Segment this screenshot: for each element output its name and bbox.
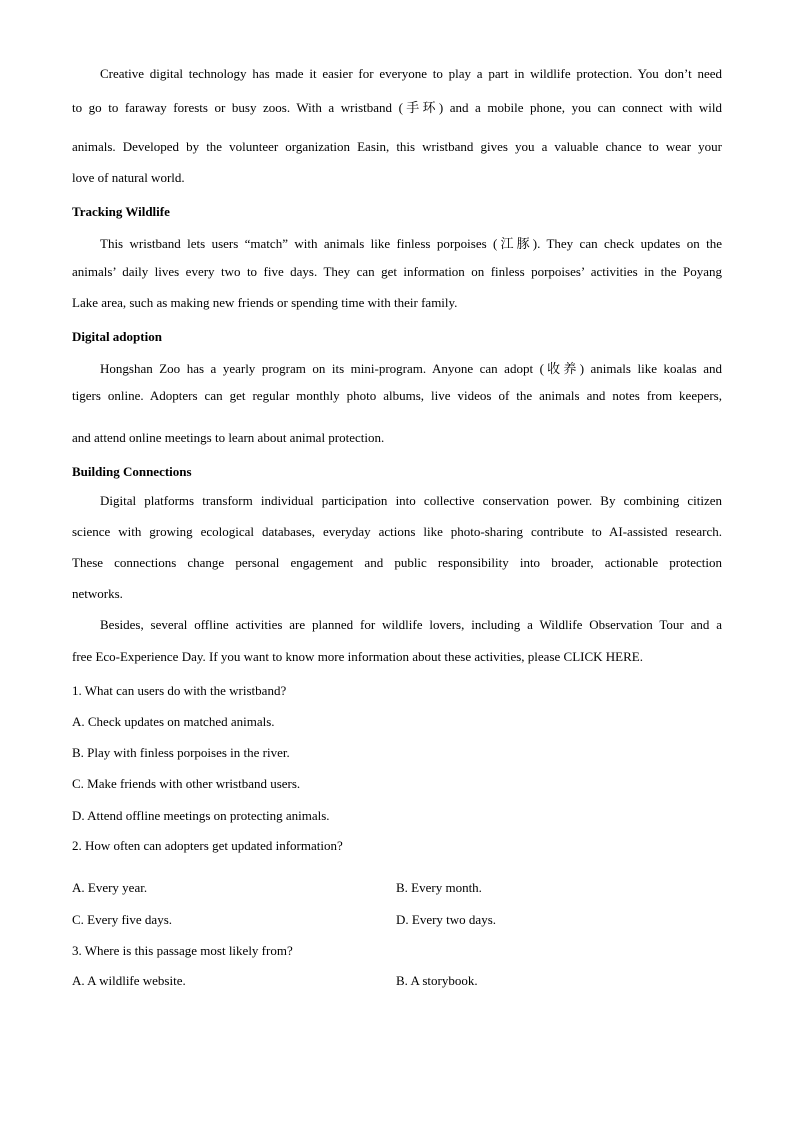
heading-digital-adoption: Digital adoption [72,329,162,344]
heading-building-connections: Building Connections [72,464,192,479]
question-2-option-b: B. Every month. [396,880,482,895]
tracking-line-1: This wristband lets users “match” with animals like finless porpoises (江豚). They can check updates on the [100,236,722,251]
intro-line-1: Creative digital technology has made it easier for everyone to play a part in wildlife protection. You don’t need [100,66,722,81]
offline-line-2: free Eco-Experience Day. If you want to know more information about these activities, please CLICK HERE. [72,649,643,664]
connections-line-4: networks. [72,586,123,601]
question-2-option-c: C. Every five days. [72,912,173,927]
question-2-stem: 2. How often can adopters get updated information? [72,838,343,853]
question-3-option-a: A. A wildlife website. [72,973,186,988]
adoption-line-1: Hongshan Zoo has a yearly program on its mini-program. Anyone can adopt (收养) animals like koalas and [100,361,722,376]
question-1-option-b: B. Play with finless porpoises in the river. [72,745,290,760]
intro-line-3: animals. Developed by the volunteer organization Easin, this wristband gives you a valuable chance to wear your [72,139,722,154]
adoption-line-2: tigers online. Adopters can get regular monthly photo albums, live videos of the animals and notes from keepers, [72,388,722,403]
question-1-stem: 1. What can users do with the wristband? [72,683,287,698]
intro-line-2: to go to faraway forests or busy zoos. With a wristband (手环) and a mobile phone, you can connect with wild [72,100,722,115]
tracking-line-2: animals’ daily lives every two to five days. They can get information on finless porpoises’ activities in the Poyang [72,264,722,279]
tracking-line-3: Lake area, such as making new friends or spending time with their family. [72,295,458,310]
offline-line-1: Besides, several offline activities are planned for wildlife lovers, including a Wildlife Observation Tour and a [100,617,722,632]
question-1-option-a: A. Check updates on matched animals. [72,714,275,729]
adoption-line-3: and attend online meetings to learn about animal protection. [72,430,385,445]
heading-tracking-wildlife: Tracking Wildlife [72,204,170,219]
intro-line-4: love of natural world. [72,170,185,185]
question-2-option-a: A. Every year. [72,880,148,895]
question-1-option-c: C. Make friends with other wristband users. [72,776,301,791]
question-2-option-d: D. Every two days. [396,912,497,927]
connections-line-2: science with growing ecological databases, everyday actions like photo-sharing contribute to AI-assisted research. [72,524,722,539]
question-1-option-d: D. Attend offline meetings on protecting animals. [72,808,330,823]
connections-line-3: These connections change personal engagement and public responsibility into broader, actionable protection [72,555,722,570]
question-3-stem: 3. Where is this passage most likely from? [72,943,293,958]
connections-line-1: Digital platforms transform individual participation into collective conservation power. By combining citizen [100,493,722,508]
question-3-option-b: B. A storybook. [396,973,478,988]
